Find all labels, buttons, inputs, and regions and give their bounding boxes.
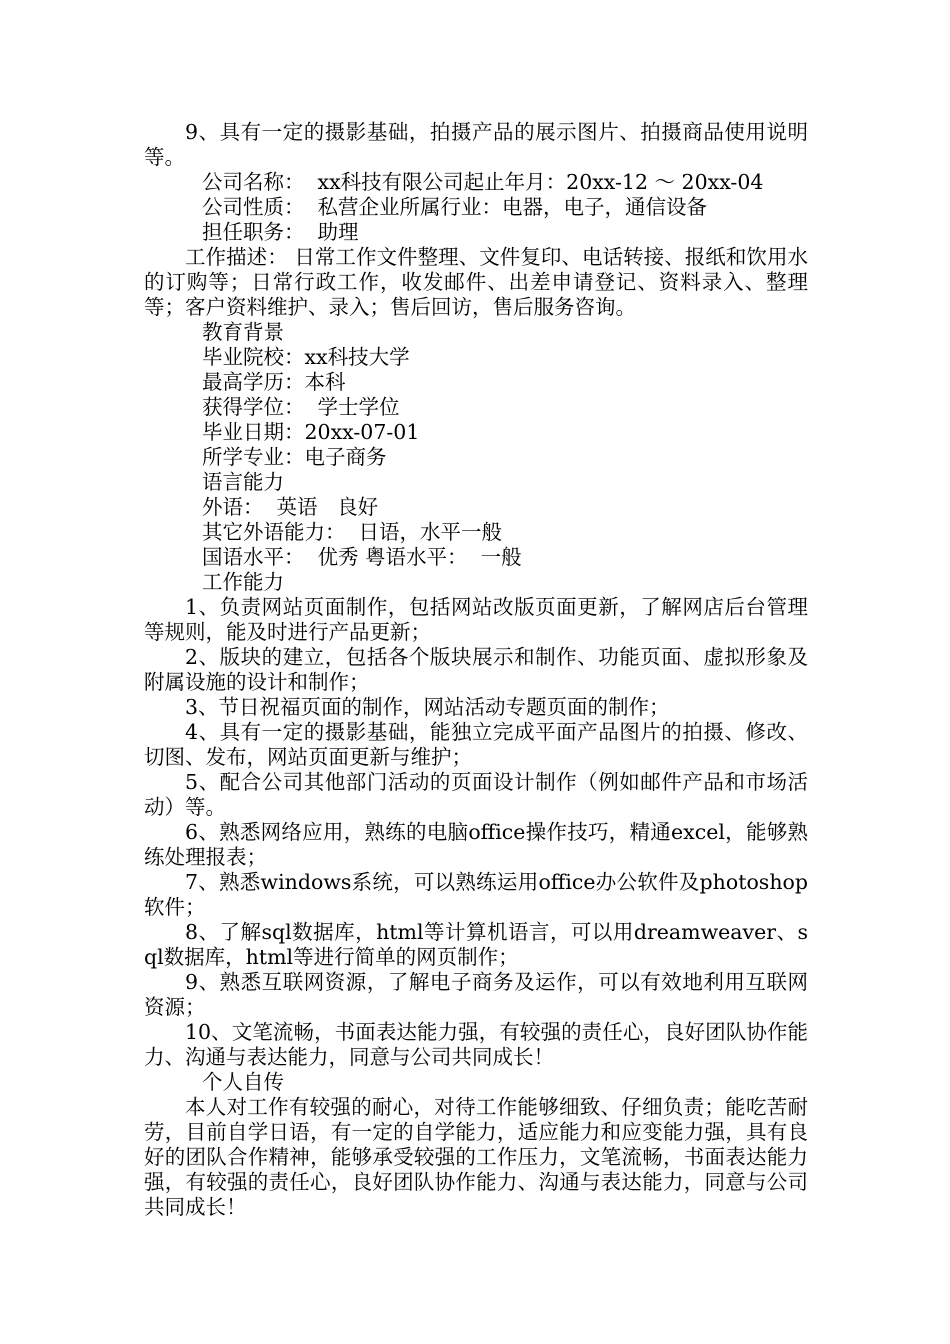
- ability-item-6: 6、熟悉网络应用，熟练的电脑office操作技巧，精通excel，能够熟练处理报表；: [144, 820, 808, 869]
- ability-item-10: 10、文笔流畅，书面表达能力强，有较强的责任心，良好团队协作能力、沟通与表达能力，同意与公司共同成长！: [144, 1020, 808, 1069]
- section-education: 教育背景: [202, 320, 284, 344]
- ability-item-9: 9、熟悉互联网资源，了解电子商务及运作，可以有效地利用互联网资源；: [144, 970, 808, 1019]
- position-line: 担任职务： 助理: [202, 220, 359, 244]
- section-language: 语言能力: [202, 470, 284, 494]
- other-language-line: 其它外语能力： 日语，水平一般: [202, 520, 503, 544]
- ability-item-7: 7、熟悉windows系统，可以熟练运用office办公软件及photoshop软件；: [144, 870, 808, 919]
- ability-item-4: 4、具有一定的摄影基础，能独立完成平面产品图片的拍摄、修改、切图、发布，网站页面更新与维护；: [144, 720, 808, 769]
- major-line: 所学专业：电子商务: [202, 445, 387, 469]
- ability-item-3: 3、节日祝福页面的制作，网站活动专题页面的制作；: [185, 695, 670, 719]
- foreign-language-line: 外语： 英语 良好: [202, 495, 379, 519]
- ability-item-1: 1、负责网站页面制作，包括网站改版页面更新，了解网店后台管理等规则，能及时进行产品更新；: [144, 595, 808, 644]
- company-name-line: 公司名称： xx科技有限公司起止年月：20xx-12 ～ 20xx-04: [202, 170, 764, 194]
- section-work-ability: 工作能力: [202, 570, 284, 594]
- graduation-date-line: 毕业日期：20xx-07-01: [202, 420, 420, 444]
- resume-page: [144, 120, 808, 1220]
- section-self-intro: 个人自传: [202, 1070, 284, 1094]
- ability-item-2: 2、版块的建立，包括各个版块展示和制作、功能页面、虚拟形象及附属设施的设计和制作；: [144, 645, 808, 694]
- job-description: 工作描述： 日常工作文件整理、文件复印、电话转接、报纸和饮用水的订购等；日常行政工作，收发邮件、出差申请登记、资料录入、整理等；客户资料维护、录入；售后回访，售后服务咨询。: [144, 245, 808, 319]
- company-type-line: 公司性质： 私营企业所属行业：电器，电子，通信设备: [202, 195, 708, 219]
- degree-level-line: 最高学历：本科: [202, 370, 346, 394]
- ability-item-8: 8、了解sql数据库，html等计算机语言，可以用dreamweaver、sql数据库，html等进行简单的网页制作；: [144, 920, 808, 969]
- degree-line: 获得学位： 学士学位: [202, 395, 400, 419]
- ability-item-5: 5、配合公司其他部门活动的页面设计制作（例如邮件产品和市场活动）等。: [144, 770, 808, 819]
- self-intro-text: 本人对工作有较强的耐心，对待工作能够细致、仔细负责；能吃苦耐劳，目前自学日语，有一定的自学能力，适应能力和应变能力强，具有良好的团队合作精神，能够承受较强的工作压力，文笔流畅，书面表达能力强，有较强的责任心，良好团队协作能力、沟通与表达能力，同意与公司共同成长！: [144, 1095, 808, 1219]
- skill-item-9-photography: 9、具有一定的摄影基础，拍摄产品的展示图片、拍摄商品使用说明等。: [144, 120, 808, 169]
- school-line: 毕业院校：xx科技大学: [202, 345, 410, 369]
- mandarin-cantonese-line: 国语水平： 优秀 粤语水平： 一般: [202, 545, 522, 569]
